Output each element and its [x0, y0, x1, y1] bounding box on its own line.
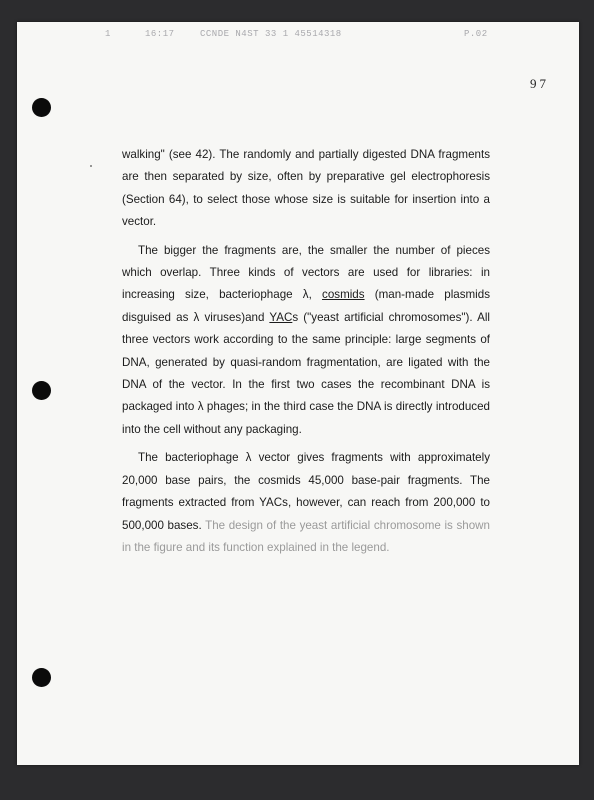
- punch-hole-middle: [32, 381, 51, 400]
- paragraph-2: [122, 240, 490, 442]
- paragraph-1: walking" (see 42). The randomly and partially digested DNA fragments are then separated by size, often by preparative gel electrophoresis (Section 64), to select those whose size is suitable for insertion into a vector.: [122, 148, 490, 229]
- document-body: [122, 144, 490, 565]
- paragraph-2-part-3: s ("yeast artificial chromosomes"). All three vectors work according to the same principle: large segments of DNA, generated by quasi-random fragmentation, are ligated with the DNA of the vector. In the first two cases the recombinant DNA is packaged into λ phages; in the third case the DNA is directly introduced into the cell without any packaging.: [122, 310, 490, 436]
- paragraph-3-text: The bacteriophage λ vector gives fragments with approximately 20,000 base pairs, the cosmids 45,000 base-pair fragments. The fragments extracted from YACs, however, can reach from 200,000 to 500,000 bases.: [122, 451, 490, 532]
- paragraph-3-faded-text: The design of the yeast artificial chromosome is shown in the figure and its function explained in the legend.: [122, 518, 490, 554]
- fax-number: 33 1 45514318: [265, 29, 342, 39]
- document-page: [17, 22, 579, 765]
- punch-hole-bottom: [32, 668, 51, 687]
- page-number: 97: [530, 76, 549, 91]
- fax-transmission-header: [17, 29, 579, 43]
- punch-hole-top: [32, 98, 51, 117]
- margin-speck: [90, 165, 92, 167]
- yac-term: YAC: [269, 310, 293, 324]
- paragraph-3: [122, 447, 490, 559]
- fax-sender: CCNDE N4ST: [200, 29, 260, 39]
- fax-time: 16:17: [145, 29, 175, 39]
- fax-page-marker: 1: [105, 29, 111, 39]
- paragraph-2-part-2: (man-made plasmids disguised as λ viruses)and: [122, 288, 491, 324]
- cosmids-term: cosmids: [322, 288, 365, 302]
- fax-page: P.02: [464, 29, 488, 39]
- paragraph-2-part-1: The bigger the fragments are, the smaller the number of pieces which overlap. Three kinds of vectors are used for libraries: in increasing size, bacteriophage λ,: [122, 243, 490, 302]
